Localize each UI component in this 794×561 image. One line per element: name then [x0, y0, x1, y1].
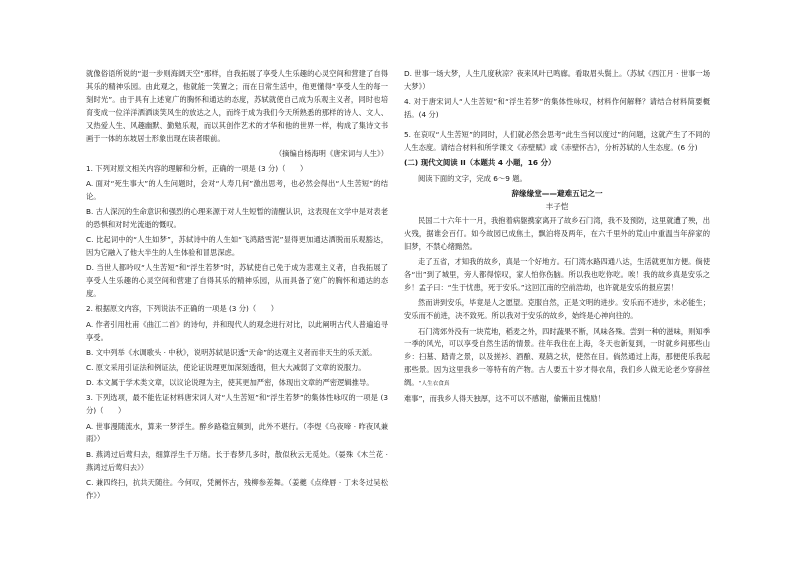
- option: D. 当世人都吟叹“人生苦短”和“浮生若梦”时，苏轼使自己免于成为悲观主义者，自我拓展了享受人生乐趣的心灵空间和营建了自得其乐的精神乐园，从而具备了宽广的胸怀和通达的态度。: [86, 263, 388, 299]
- article-paragraph-text: 石门湾郊外没有一块荒地，稻麦之外，四时蔬果不断，风味各殊。尝到一种的滋味，则知季一季的风光，可以享受自然生活的情景。往年我住在上海，冬天也新复到，一时就乡间那些山乡：扫墓、踏青之景，以及搓衫、酒酿、观鸫之状，使然在目。倘然通过上海，那便使乐我起那些景。因为这里我乡一等特有的产物。古人要五十岁才得衣帛，我们乡人做无论老少穿辞丝绸。: [404, 326, 710, 388]
- right-column: [404, 68, 710, 409]
- article-paragraph: [404, 326, 710, 392]
- option: A. 世事漫随流水，算来一梦浮生。醉乡路稳宜频到，此外不堪行。（李煜《乌夜啼 · 昨夜风兼雨》）: [86, 421, 388, 444]
- question-5: 5. 在哀叹“人生苦短”的同时，人们就必然会思考“此生当何以度过”的问题，这就产生了不同的人生态度。请结合材料和所学课文《赤壁赋》或《赤壁怀古》，分析苏轼的人生态度。(6 分): [404, 130, 710, 153]
- passage-paragraph: 就像俗语所说的“退一步则海阔天空”那样，自我拓展了享受人生乐趣的心灵空间和营建了自得其乐的精神乐园。由此观之，他就能一笑置之；而在日常生活中，他更懂得“享受人生的每一刻时光”。由于具有上述宽广的胸怀和通达的态度，苏轼就使自己成为乐观主义者，同时也培育变成一位洋洋洒洒谈笑风生的放达之人，而终于成为我们今天所熟悉的那样的诗人、文人、又热爱人生、风趣幽默、勤勉乐观，而以其创作艺术的才华和他的世界一样，构成了集诗文书画于一体的东坡居士形象出现在读者眼前。: [86, 69, 388, 143]
- article-paragraph: 走了五省，才知我的故乡，真是一个好地方。石门湾水路四通八达，生活就更加方便。倘使各“出”到了城里，旁人都得惊叹，家人怕你伤脑。所以我也吃你吃。唉！我的故乡真是安乐之乡！孟子曰：“生于忧患，死于安乐。”这回江南的空前浩劫，也许就是安乐的报应罢！: [404, 257, 710, 293]
- question-stem: 2. 根据原文内容，下列说法不正确的一项是 (3 分)（ ）: [86, 304, 279, 314]
- question-stem: 1. 下列对原文相关内容的理解和分析，正确的一项是 (3 分)（ ）: [86, 163, 308, 173]
- option: C. 比起词中的“人生如梦”，苏轼诗中的人生如“飞鸿踏雪泥”显得更加通达洒脱而乐观豁达，因为它融入了他大半生的人生体验和冒思深虑。: [86, 235, 388, 258]
- section-heading: (二) 现代文阅读 II（本题共 4 小题，16 分）: [404, 158, 556, 168]
- article-paragraph: 然而讲到安乐，毕竟是人之愿望。克服自然，正是文明的进步。安乐而不进步，未必能生；安乐而不前进，决不致死。所以我对于安乐的故乡，始终是心神向往的。: [404, 298, 710, 321]
- option: B. 燕鸿过后莺归去，细算浮生千万绪。长于春梦几多时，散似秋云无觅处。（晏殊《木兰花 · 燕鸿过后莺归去》）: [86, 449, 388, 472]
- question-2: [86, 303, 388, 390]
- article-paragraph: 民国二十六年十一月，我抱着病躯携家离开了故乡石门湾，我不及预防，这里就遭了殃，出火残，据谁会百仃。如今故园已成焦土，飘泊将及两年，在六千里外的荒山中重温当年辞家的旧梦，不禁心绪黯然。: [404, 216, 710, 252]
- option: C. 原文采用引证法和例证法，使论证说理更加深刻透彻，但大大减弱了文章的说服力。: [86, 363, 366, 372]
- left-column: [86, 68, 388, 505]
- passage-source: （摘编自杨海明《唐宋词与人生》）: [274, 148, 388, 158]
- article-author: 丰子恺: [545, 202, 569, 212]
- quote-fragment: “人生衣食真: [418, 381, 450, 388]
- option: C. 兼四终扫，抗共天随往。今何叹，凭阑怀古，残柳参差舞。（姜夔《点绛唇 · 丁未冬过吴松作》）: [86, 477, 388, 500]
- option: D. 本文属于学术类文章，以议论说理为主，使其更加严密，体现出文章的严密逻辑推导。: [86, 378, 374, 388]
- option: B. 古人深沉的生命意识和强烈的心理来源于对人生短暂的清醒认识，这表现在文学中是对表老的恐惧和对时光流逝的慨叹。: [86, 207, 388, 230]
- article-line: 难事”，而我乡人得天独厚，这不可以不感谢，偷懒而且愧励！: [404, 394, 605, 404]
- option: A. 面对“死生事大”的人生问题时，会对“人寿几何”激出思考，也必然会得出“人生苦短”的结论。: [86, 179, 388, 202]
- question-1: [86, 163, 388, 301]
- question-stem: 3. 下列选项，最不能佐证材料唐宋词人对“人生苦短”和“浮生若梦”的集体性咏叹的一项是 (3 分)（ ）: [86, 393, 388, 416]
- question-3: [86, 392, 388, 502]
- reading-instruction: 阅读下面的文字，完成 6～9 题。: [418, 173, 527, 183]
- question-4: 4. 对于唐宋词人“人生苦短”和“浮生若梦”的集体性咏叹，材料作何解释？请结合材料简要概括。(4 分): [404, 97, 710, 120]
- option: B. 文中列举《水调歌头 · 中秋》，说明苏轼是识透“天命”的达观主义者而非天生的乐天派。: [86, 347, 377, 357]
- option: D. 世事一场大梦，人生几度秋凉？夜来风叶已鸣廊。看取眉头鬓上。（苏轼《西江月 · 世事一场大梦》）: [404, 69, 710, 91]
- option: A. 作者引用杜甫《曲江二首》的诗句，并和现代人的观念进行对比，以此阐明古代人普遍追寻享受。: [86, 319, 388, 342]
- article-title: 辞缘缘堂——避难五记之一: [511, 189, 603, 199]
